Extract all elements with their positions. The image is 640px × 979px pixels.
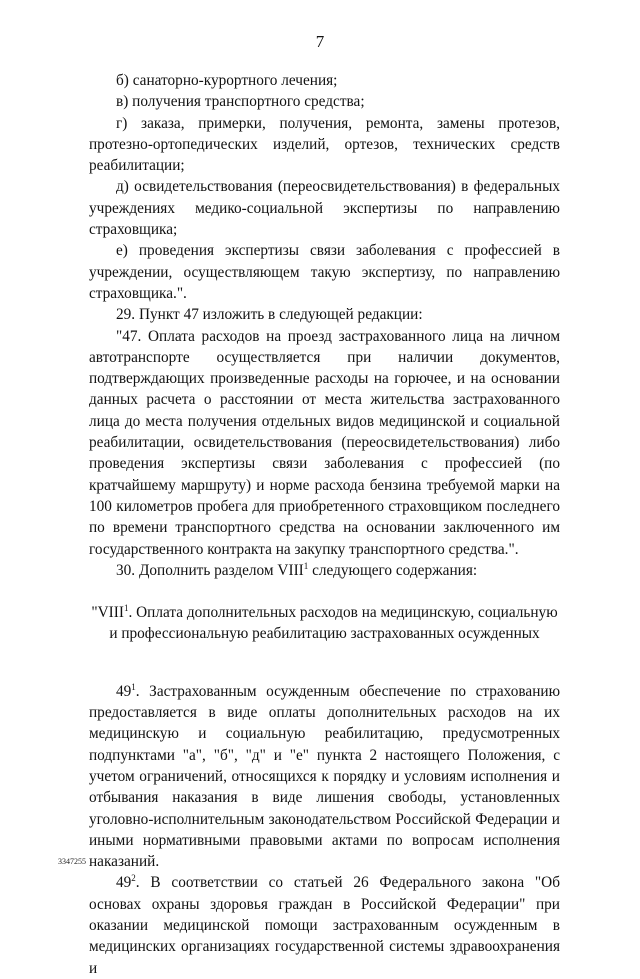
section-heading-line-1 (89, 602, 560, 623)
document-id: 3347255 (58, 857, 86, 866)
section-heading (89, 602, 560, 645)
paragraph-49-2 (89, 872, 560, 978)
paragraph-49-1-text: . Застрахованным осужденным обеспечение по страхованию предоставляется в виде оплаты дополнительных расходов на их медицинскую и социальную реабилитацию, предусмотренных подпунктами "а", "б", "д" и "е" пункта 2 настоящего Положения, с учетом ограничений, относящихся к порядку и условиям исполнения и отбывания наказания в виде лишения свободы, установленных уголовно-исполнительным законодательством Российской Федерации и иными нормативными правовыми актами по вопросам исполнения наказаний. (89, 682, 560, 871)
paragraph-49-2-text: . В соответствии со статьей 26 Федерального закона "Об основах охраны здоровья граждан в Российской Федерации" при оказании медицинской помощи застрахованным осужденным в медицинских организациях государственной системы здравоохранения и (89, 874, 560, 977)
paragraph-30-text-end: следующего содержания: (308, 561, 478, 579)
paragraph-30-text: 30. Дополнить разделом VIII (116, 561, 304, 579)
superscript: 1 (303, 560, 309, 571)
paragraph-number: 49 (116, 874, 132, 892)
section-heading-title: . Оплата дополнительных расходов на медицинскую, социальную (128, 604, 558, 622)
superscript: 1 (131, 681, 136, 692)
item-g: г) заказа, примерки, получения, ремонта, замены протезов, протезно-ортопедических изделий, ортезов, технических средств реабилитации; (89, 114, 560, 175)
paragraph-30 (89, 560, 560, 581)
item-v: в) получения транспортного средства; (116, 93, 365, 111)
superscript: 2 (131, 873, 136, 884)
section-heading-line-2: и профессиональную реабилитацию застрахованных осужденных (109, 625, 540, 643)
paragraph-29: 29. Пункт 47 изложить в следующей редакции: (116, 306, 423, 324)
item-b: б) санаторно-курортного лечения; (116, 72, 338, 89)
paragraph-49-1 (89, 681, 560, 873)
page-number: 7 (315, 32, 325, 51)
paragraph-number: 49 (116, 682, 132, 700)
item-e: е) проведения экспертизы связи заболевания с профессией в учреждении, осуществляющем такую экспертизу, по направлению страховщика.". (89, 242, 560, 302)
superscript: 1 (123, 603, 129, 614)
document-body (89, 70, 560, 979)
item-d: д) освидетельствования (переосвидетельствования) в федеральных учреждениях медико-социальной экспертизы по направлению страховщика; (89, 178, 560, 239)
paragraph-47: "47. Оплата расходов на проезд застрахованного лица на личном автотранспорте осуществляется при наличии документов, подтверждающих произведенные расходы на горючее, и на основании данных расчета о расстоянии от места жительства застрахованного лица до места получения отдельных видов медицинской и социальной реабилитации, освидетельствования (переосвидетельствования) либо проведения экспертизы связи заболевания с профессией (по кратчайшему маршруту) и норме расхода бензина требуемой марки на 100 километров пробега для приобретенного страховщиком последнего по времени транспортного средства на основании заключенного им государственного контракта на закупку транспортного средства.". (89, 327, 560, 558)
section-heading-number: "VIII (91, 604, 124, 622)
